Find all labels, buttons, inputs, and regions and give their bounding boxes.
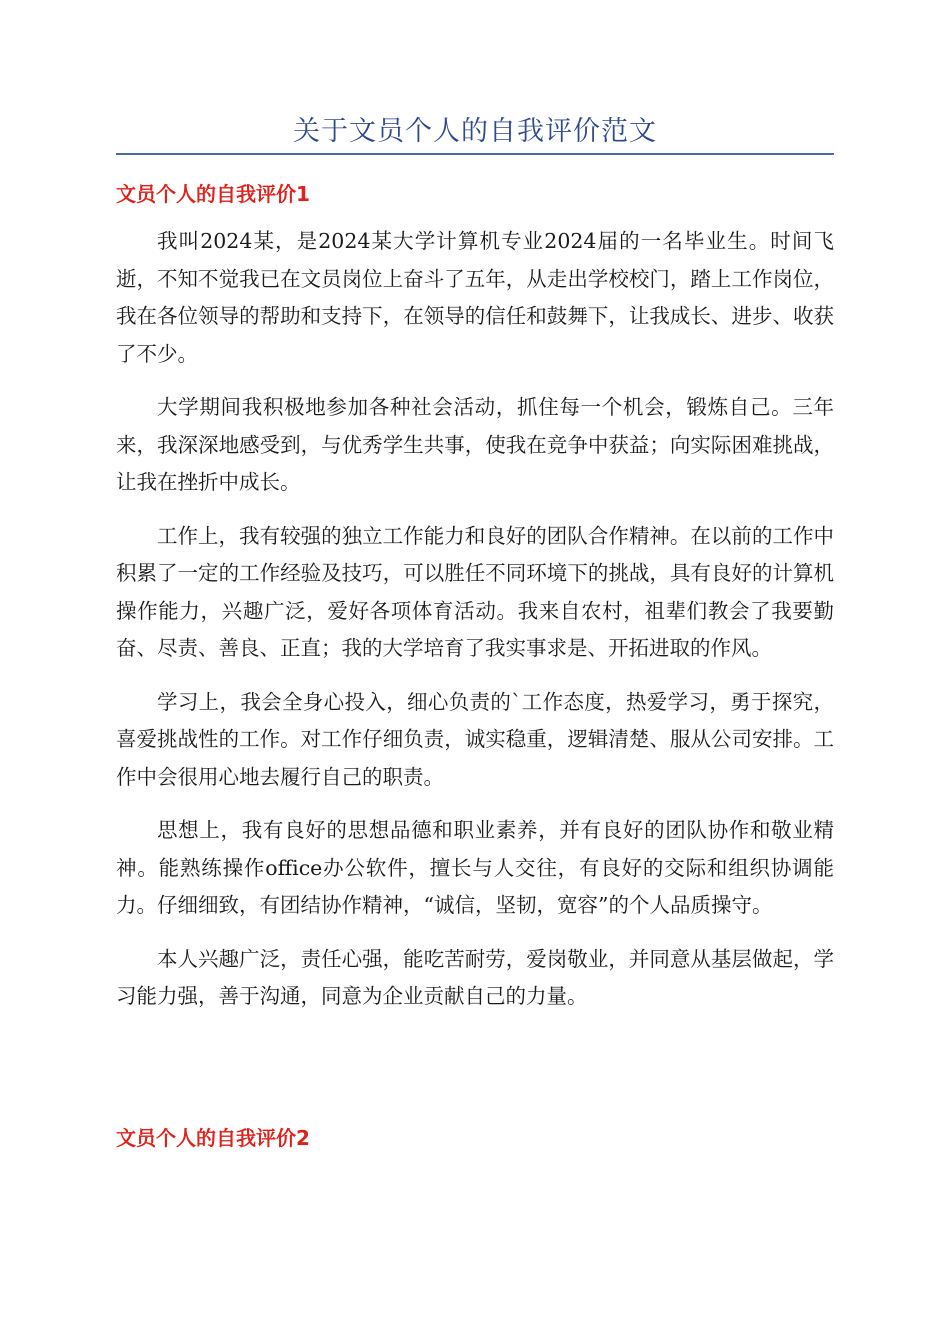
document-title: 关于文员个人的自我评价范文 xyxy=(293,116,657,147)
section-heading-2: 文员个人的自我评价2 xyxy=(116,1126,310,1150)
section-1-body xyxy=(116,223,834,1032)
title-underline xyxy=(116,153,834,155)
paragraph: 本人兴趣广泛，责任心强，能吃苦耐劳，爱岗敬业，并同意从基层做起，学习能力强，善于沟通，同意为企业贡献自己的力量。 xyxy=(116,946,834,1008)
paragraph: 思想上，我有良好的思想品德和职业素养，并有良好的团队协作和敬业精神。能熟练操作office办公软件，擅长与人交往，有良好的交际和组织协调能力。仔细细致，有团结协作精神，“诚信，坚韧，宽容”的个人品质操守。 xyxy=(116,818,834,917)
paragraph: 学习上，我会全身心投入，细心负责的`工作态度，热爱学习，勇于探究，喜爱挑战性的工作。对工作仔细负责，诚实稳重，逻辑清楚、服从公司安排。工作中会很用心地去履行自己的职责。 xyxy=(116,689,834,789)
section-heading-1: 文员个人的自我评价1 xyxy=(116,182,310,206)
paragraph: 大学期间我积极地参加各种社会活动，抓住每一个机会，锻炼自己。三年来，我深深地感受到，与优秀学生共事，使我在竞争中获益；向实际困难挑战，让我在挫折中成长。 xyxy=(116,395,834,494)
paragraph: 工作上，我有较强的独立工作能力和良好的团队合作精神。在以前的工作中积累了一定的工作经验及技巧，可以胜任不同环境下的挑战，具有良好的计算机操作能力，兴趣广泛，爱好各项体育活动。我来自农村，祖辈们教会了我要勤奋、尽责、善良、正直；我的大学培育了我实事求是、开拓进取的作风。 xyxy=(116,523,834,660)
paragraph: 我叫2024某，是2024某大学计算机专业2024届的一名毕业生。时间飞逝，不知不觉我已在文员岗位上奋斗了五年，从走出学校校门，踏上工作岗位，我在各位领导的帮助和支持下，在领导的信任和鼓舞下，让我成长、进步、收获了不少。 xyxy=(116,229,834,366)
